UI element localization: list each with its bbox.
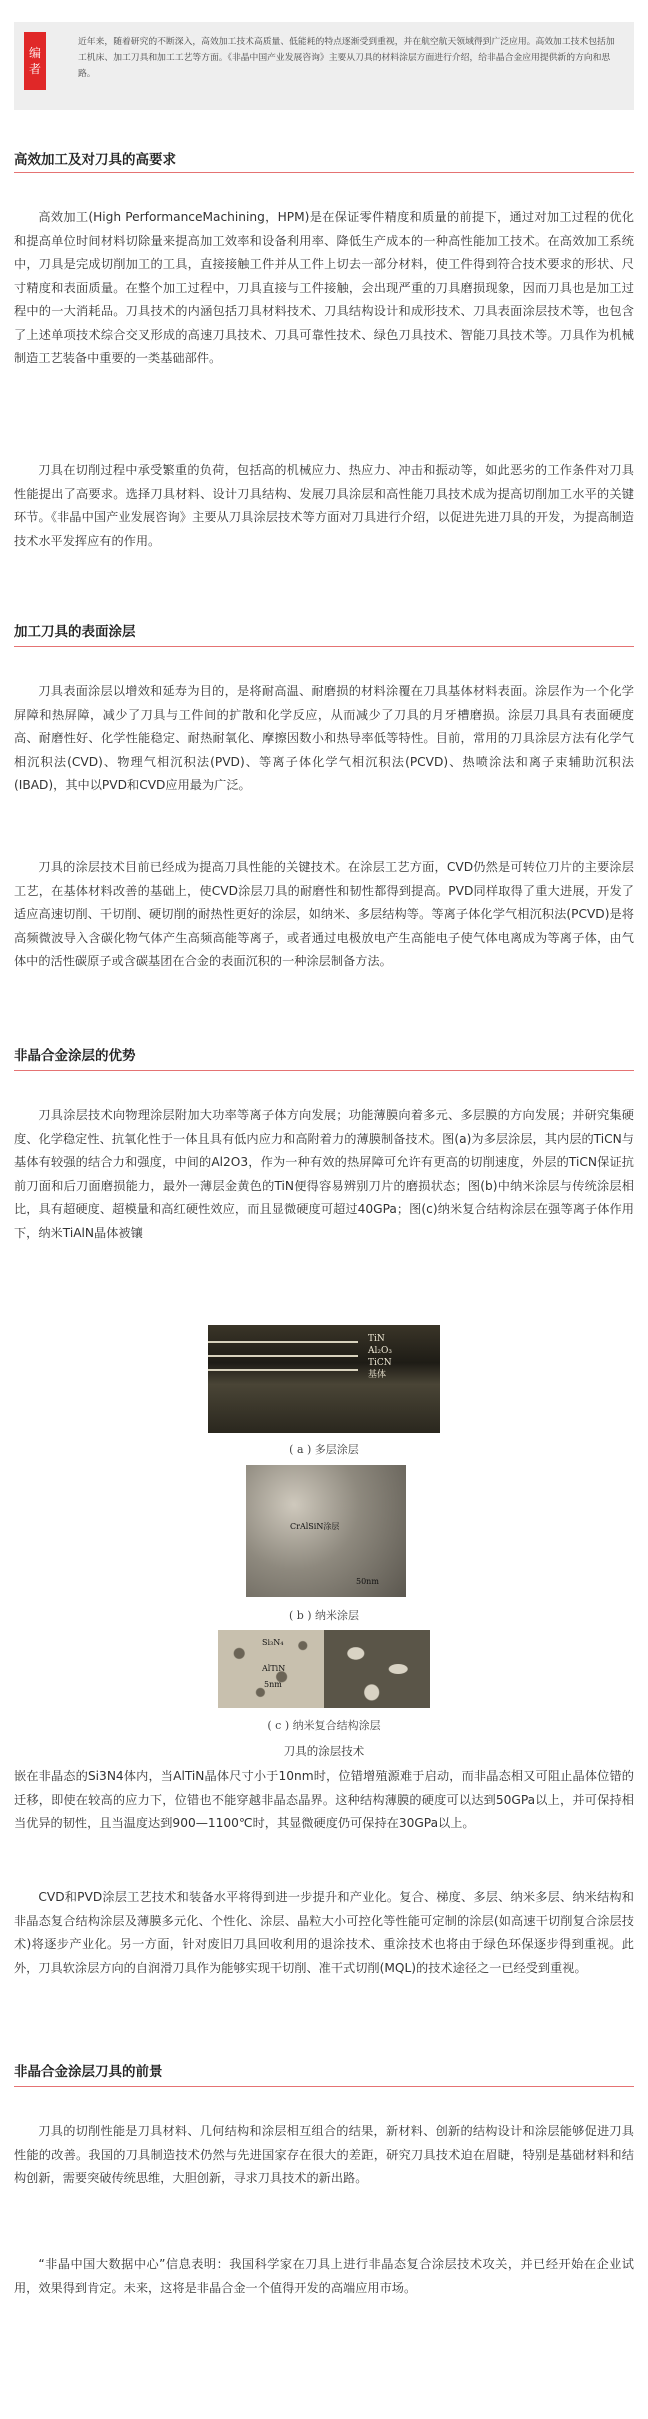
paragraph: “非晶中国大数据中心”信息表明：我国科学家在刀具上进行非晶态复合涂层技术攻关，并已经开始在企业试用，效果得到肯定。未来，这将是非晶合金一个值得开发的高端应用市场。: [14, 2257, 634, 2295]
paragraph: 刀具涂层技术向物理涂层附加大功率等离子体方向发展；功能薄膜向着多元、多层膜的方向发展；并研究集硬度、化学稳定性、抗氧化性于一体且具有低内应力和高附着力的薄膜制备技术。图(a)为多层涂层，其内层的TiCN与基体有较强的结合力和强度，中间的Al2O3，作为一种有效的热屏障可允许有更高的切削速度，外层的TiCN保证抗前刀面和后刀面磨损能力，最外一薄层金黄色的TiN便得容易辨别刀片的磨损状态；图(b)中纳米涂层与传统涂层相比，具有超硬度、超模量和高红硬性效应，而且显微硬度可超过40GPa；图(c)纳米复合结构涂层在强等离子体作用下，纳米TiAlN晶体被镶: [14, 1108, 634, 1240]
figure-b-nano-coating-image: [246, 1465, 406, 1597]
section-title-prospects: 非晶合金涂层刀具的前景: [14, 2064, 163, 2080]
section-title-surface-coating: 加工刀具的表面涂层: [14, 624, 136, 640]
paragraph: 高效加工(High PerformanceMachining，HPM)是在保证零件精度和质量的前提下，通过对加工过程的优化和提高单位时间材料切除量来提高加工效率和设备利用率、降低生产成本的一种高性能加工技术。在高效加工系统中，刀具是完成切削加工的工具，直接接触工件并从工件上切去一部分材料，使工件得到符合技术要求的形状、尺寸精度和表面质量。在整个加工过程中，刀具直接与工件接触，会出现严重的刀具磨损现象，因而刀具也是加工过程中的一大消耗品。刀具技术的内涵包括刀具材料技术、刀具结构设计和成形技术、刀具表面涂层技术等，也包含了上述单项技术综合交叉形成的高速刀具技术、刀具可靠性技术、绿色刀具技术、智能刀具技术等。刀具作为机械制造工艺装备中重要的一类基础部件。: [14, 210, 634, 365]
paragraph: 刀具表面涂层以增效和延寿为目的，是将耐高温、耐磨损的材料涂覆在刀具基体材料表面。涂层作为一个化学屏障和热屏障，减少了刀具与工件间的扩散和化学反应，从而减少了刀具的月牙槽磨损。涂层刀具具有表面硬度高、耐磨性好、化学性能稳定、耐热耐氧化、摩擦因数小和热导率低等特性。目前，常用的刀具涂层方法有化学气相沉积法(CVD)、物理气相沉积法(PVD)、等离子体化学气相沉积法(PCVD)、热喷涂法和离子束辅助沉积法(IBAD)，其中以PVD和CVD应用最为广泛。: [14, 684, 634, 792]
figure-b-scale-label: 50nm: [356, 1577, 379, 1586]
section-title-amorphous-advantage: 非晶合金涂层的优势: [14, 1048, 136, 1064]
figure-c-caption: ( c ) 纳米复合结构涂层: [267, 1719, 381, 1732]
paragraph: 刀具在切削过程中承受繁重的负荷，包括高的机械应力、热应力、冲击和振动等，如此恶劣的工作条件对刀具性能提出了高要求。选择刀具材料、设计刀具结构、发展刀具涂层和高性能刀具技术成为提高切削加工水平的关键环节。《非晶中国产业发展咨询》主要从刀具涂层技术等方面对刀具进行介绍，以促进先进刀具的开发，为提高制造技术水平发挥应有的作用。: [14, 463, 634, 548]
section-title-high-efficiency: 高效加工及对刀具的高要求: [14, 152, 176, 168]
figure-title: 刀具的涂层技术: [283, 1744, 365, 1758]
editor-note-box: [14, 22, 634, 110]
figure-a-caption: ( a ) 多层涂层: [289, 1443, 359, 1456]
section-divider: [14, 2086, 634, 2087]
editor-badge-char-1: 编: [28, 46, 41, 60]
figure-a-label: 基体: [368, 1370, 387, 1380]
figure-c-scale-label: 5nm: [264, 1680, 282, 1689]
figure-c-label: Si₃N₄: [262, 1638, 284, 1647]
section-divider: [14, 172, 634, 173]
figure-a-label: TiN: [368, 1334, 385, 1344]
figure-c-nanocomposite-image: [218, 1630, 430, 1708]
editor-badge-char-2: 者: [28, 62, 41, 76]
editor-note-text: 近年来，随着研究的不断深入，高效加工技术高质量、低能耗的特点逐渐受到重视，并在航空航天领域得到广泛应用。高效加工技术包括加工机床、加工刀具和加工工艺等方面。《非晶中国产业发展咨询》主要从刀具的材料涂层方面进行介绍，给非晶合金应用提供新的方向和思路。: [78, 37, 615, 79]
paragraph: 刀具的切削性能是刀具材料、几何结构和涂层相互组合的结果，新材料、创新的结构设计和涂层能够促进刀具性能的改善。我国的刀具制造技术仍然与先进国家存在很大的差距，研究刀具技术迫在眉睫，特别是基础材料和结构创新，需要突破传统思维，大胆创新，寻求刀具技术的新出路。: [14, 2124, 634, 2185]
section-divider: [14, 646, 634, 647]
editor-badge: [24, 32, 46, 90]
paragraph: 刀具的涂层技术目前已经成为提高刀具性能的关键技术。在涂层工艺方面，CVD仍然是可转位刀片的主要涂层工艺，在基体材料改善的基础上，使CVD涂层刀具的耐磨性和韧性都得到提高。PVD同样取得了重大进展，开发了适应高速切削、干切削、硬切削的耐热性更好的涂层，如纳米、多层结构等。等离子体化学气相沉积法(PCVD)是将高频微波导入含碳化物气体产生高频高能等离子，或者通过电极放电产生高能电子使气体电离成为等离子体，由气体中的活性碳原子或含碳基团在合金的表面沉积的一种涂层制备方法。: [14, 860, 634, 968]
figure-a-label: Al₂O₃: [368, 1346, 392, 1356]
section-divider: [14, 1070, 634, 1071]
figure-b-caption: ( b ) 纳米涂层: [288, 1609, 360, 1622]
figure-a-label: TiCN: [368, 1358, 392, 1368]
figure-b-label: CrAlSiN涂层: [290, 1522, 340, 1531]
figure-c-label: AlTiN: [262, 1664, 286, 1673]
paragraph: 嵌在非晶态的Si3N4体内，当AlTiN晶体尺寸小于10nm时，位错增殖源难于启动，而非晶态相又可阻止晶体位错的迁移，即使在较高的应力下，位错也不能穿越非晶态晶界。这种结构薄膜的硬度可以达到50GPa以上，并可保持相当优异的韧性，且当温度达到900—1100℃时，其显微硬度仍可保持在30GPa以上。: [14, 1769, 634, 1830]
paragraph: CVD和PVD涂层工艺技术和装备水平将得到进一步提升和产业化。复合、梯度、多层、纳米多层、纳米结构和非晶态复合结构涂层及薄膜多元化、个性化、涂层、晶粒大小可控化等性能可定制的涂层(如高速干切削复合涂层技术)将逐步产业化。另一方面，针对废旧刀具回收利用的退涂技术、重涂技术也将由于绿色环保逐步得到重视。此外，刀具软涂层方向的自润滑刀具作为能够实现干切削、准干式切削(MQL)的技术途径之一已经受到重视。: [14, 1890, 634, 1975]
figure-a-multilayer-image: [208, 1325, 440, 1433]
